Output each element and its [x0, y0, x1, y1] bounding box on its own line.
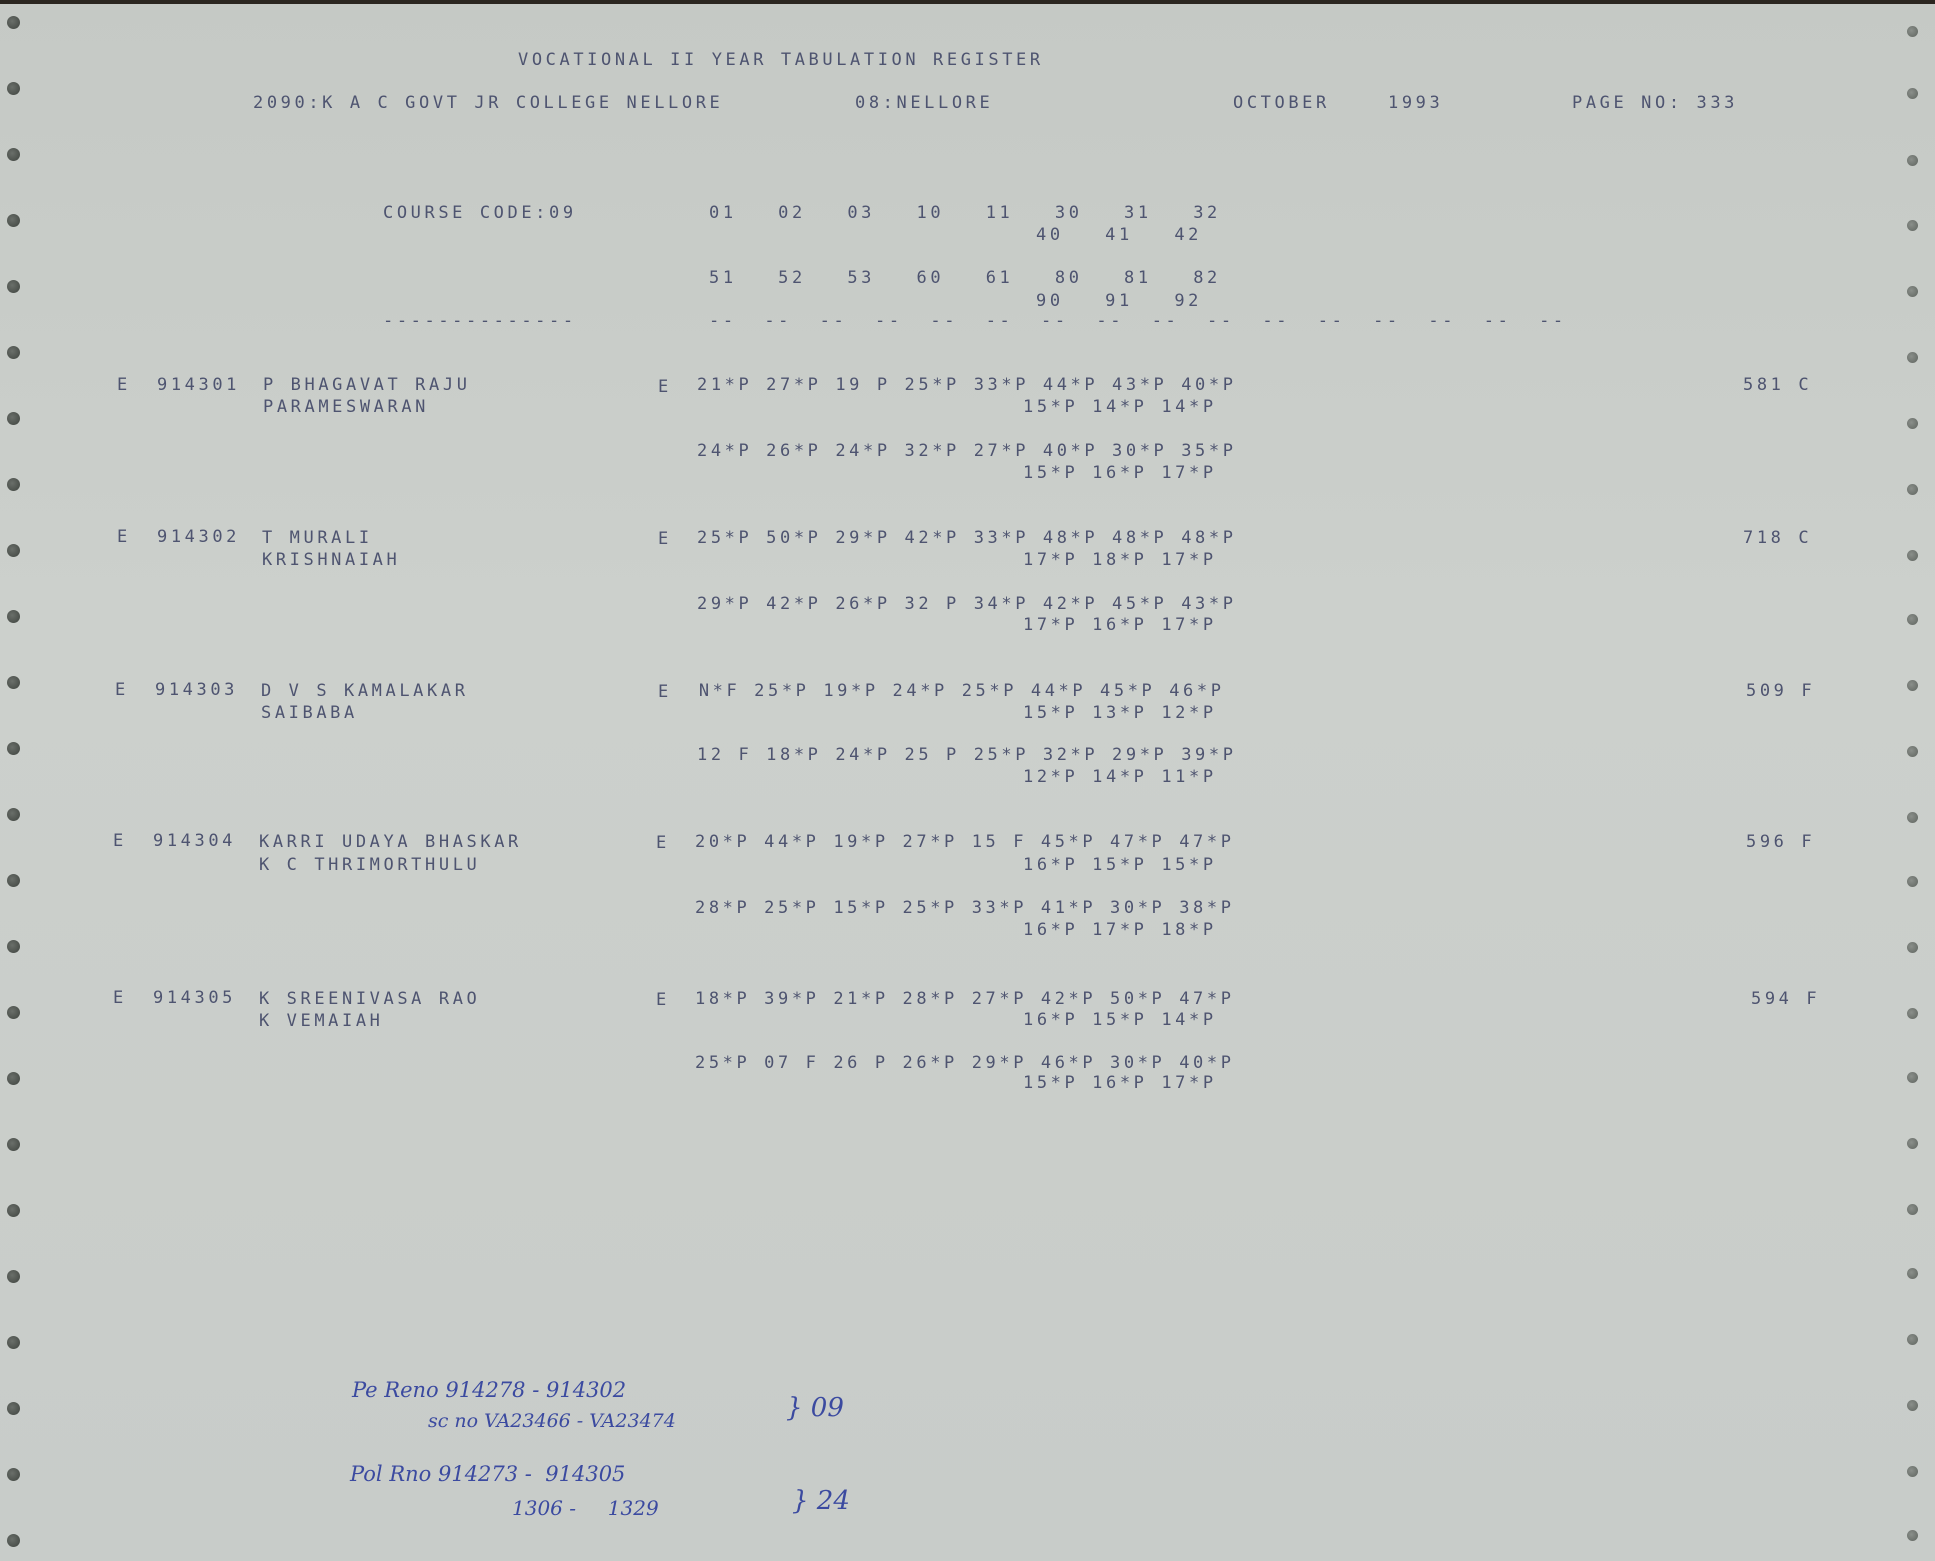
- exam-year: 1993: [1388, 93, 1444, 113]
- district: 08:NELLORE: [855, 93, 994, 113]
- student-name: K SREENIVASA RAO: [259, 989, 481, 1009]
- top-edge: [0, 0, 1935, 4]
- medium: E: [656, 990, 670, 1010]
- student-name: KARRI UDAYA BHASKAR: [259, 832, 522, 852]
- medium: E: [658, 377, 672, 397]
- subject-codes-row1: 01 02 03 10 11 30 31 32: [709, 203, 1221, 223]
- marks-row1: 25*P 50*P 29*P 42*P 33*P 48*P 48*P 48*P: [697, 528, 1237, 548]
- handwritten-note-line1: Pe Reno 914278 - 914302: [352, 1378, 627, 1402]
- handwritten-note-line2: sc no VA23466 - VA23474: [428, 1410, 676, 1432]
- handwritten-brace-1: } 09: [786, 1393, 844, 1423]
- marks-row4: 16*P 17*P 18*P: [1023, 920, 1217, 940]
- marks-row4: 15*P 16*P 17*P: [1023, 463, 1217, 483]
- handwritten-note-line3: Pol Rno 914273 - 914305: [350, 1462, 626, 1486]
- father-name: SAIBABA: [261, 703, 358, 723]
- marks-row2: 16*P 15*P 15*P: [1023, 855, 1217, 875]
- marks-row2: 16*P 15*P 14*P: [1023, 1010, 1217, 1030]
- father-name: PARAMESWARAN: [263, 397, 430, 417]
- roll-number: 914304: [153, 831, 237, 851]
- subject-codes-row4: 90 91 92: [1036, 291, 1203, 311]
- marks-row3: 29*P 42*P 26*P 32 P 34*P 42*P 45*P 43*P: [697, 594, 1237, 614]
- course-code: COURSE CODE:09: [383, 203, 577, 223]
- dash-rule-left: --------------: [383, 311, 577, 331]
- subject-codes-row2: 40 41 42: [1036, 225, 1203, 245]
- father-name: K VEMAIAH: [259, 1011, 384, 1031]
- record-flag: E: [113, 988, 127, 1008]
- handwritten-brace-2: } 24: [792, 1486, 850, 1516]
- roll-number: 914305: [153, 988, 237, 1008]
- father-name: KRISHNAIAH: [262, 550, 401, 570]
- total-result: 594 F: [1751, 989, 1821, 1009]
- marks-row3: 12 F 18*P 24*P 25 P 25*P 32*P 29*P 39*P: [697, 745, 1237, 765]
- handwritten-note-line4: 1306 - 1329: [512, 1496, 659, 1520]
- marks-row2: 15*P 14*P 14*P: [1023, 397, 1217, 417]
- medium: E: [656, 833, 670, 853]
- record-flag: E: [115, 680, 129, 700]
- marks-row1: 18*P 39*P 21*P 28*P 27*P 42*P 50*P 47*P: [695, 989, 1235, 1009]
- dash-rule-right: -- -- -- -- -- -- -- -- -- -- -- -- -- -- -- --: [709, 311, 1567, 331]
- marks-row1: 20*P 44*P 19*P 27*P 15 F 45*P 47*P 47*P: [695, 832, 1235, 852]
- total-result: 718 C: [1743, 528, 1813, 548]
- marks-row2: 15*P 13*P 12*P: [1023, 703, 1217, 723]
- marks-row3: 25*P 07 F 26 P 26*P 29*P 46*P 30*P 40*P: [695, 1053, 1235, 1073]
- father-name: K C THRIMORTHULU: [259, 855, 481, 875]
- total-result: 596 F: [1746, 832, 1816, 852]
- medium: E: [658, 682, 672, 702]
- record-flag: E: [113, 831, 127, 851]
- student-name: T MURALI: [262, 528, 373, 548]
- student-name: D V S KAMALAKAR: [261, 681, 469, 701]
- roll-number: 914302: [157, 527, 241, 547]
- college-name: 2090:K A C GOVT JR COLLEGE NELLORE: [253, 93, 724, 113]
- page-number: PAGE NO: 333: [1572, 93, 1739, 113]
- register-title: VOCATIONAL II YEAR TABULATION REGISTER: [518, 50, 1044, 70]
- marks-row3: 28*P 25*P 15*P 25*P 33*P 41*P 30*P 38*P: [695, 898, 1235, 918]
- total-result: 509 F: [1746, 681, 1816, 701]
- roll-number: 914303: [155, 680, 239, 700]
- total-result: 581 C: [1743, 375, 1813, 395]
- marks-row4: 17*P 16*P 17*P: [1023, 615, 1217, 635]
- roll-number: 914301: [157, 375, 241, 395]
- record-flag: E: [117, 375, 131, 395]
- student-name: P BHAGAVAT RAJU: [263, 375, 471, 395]
- marks-row4: 12*P 14*P 11*P: [1023, 767, 1217, 787]
- medium: E: [658, 529, 672, 549]
- exam-month: OCTOBER: [1233, 93, 1330, 113]
- marks-row1: 21*P 27*P 19 P 25*P 33*P 44*P 43*P 40*P: [697, 375, 1237, 395]
- subject-codes-row3: 51 52 53 60 61 80 81 82: [709, 268, 1221, 288]
- marks-row1: N*F 25*P 19*P 24*P 25*P 44*P 45*P 46*P: [685, 681, 1225, 701]
- record-flag: E: [117, 527, 131, 547]
- marks-row2: 17*P 18*P 17*P: [1023, 550, 1217, 570]
- marks-row3: 24*P 26*P 24*P 32*P 27*P 40*P 30*P 35*P: [697, 441, 1237, 461]
- marks-row4: 15*P 16*P 17*P: [1023, 1073, 1217, 1093]
